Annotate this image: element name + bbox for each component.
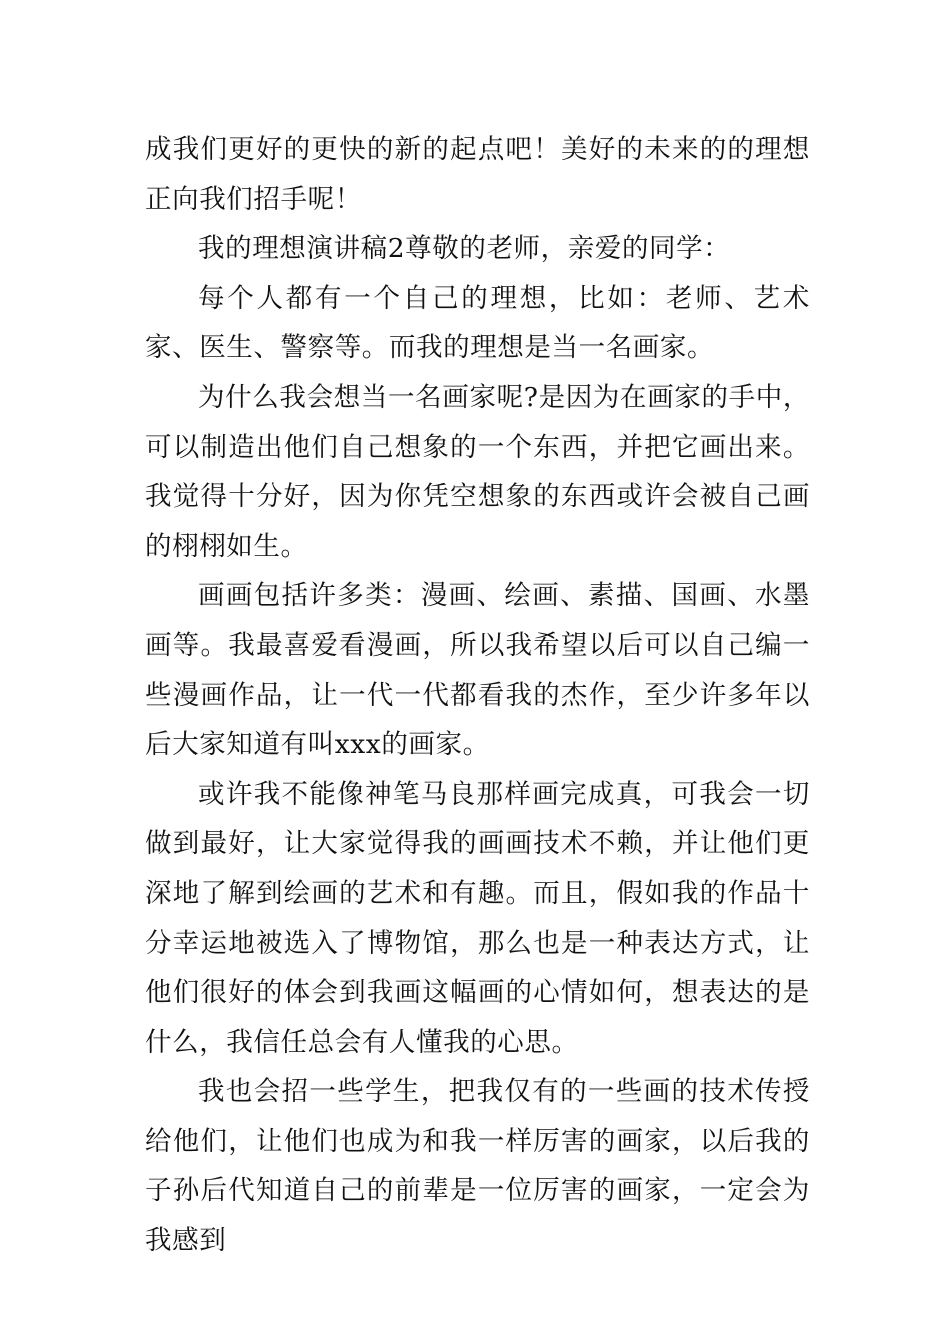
paragraph-painting-types: 画画包括许多类：漫画、绘画、素描、国画、水墨画等。我最喜爱看漫画，所以我希望以后可以自己编一些漫画作品，让一代一代都看我的杰作，至少许多年以后大家知道有叫xxx的画家。 [145,580,810,761]
paragraph-do-my-best: 或许我不能像神笔马良那样画完成真，可我会一切做到最好，让大家觉得我的画画技术不赖，并让他们更深地了解到绘画的艺术和有趣。而且，假如我的作品十分幸运地被选入了博物馆，那么也是一种表达方式，让他们很好的体会到我画这幅画的心情如何，想表达的是什么，我信任总会有人懂我的心思。 [145,778,810,1058]
paragraph-students: 我也会招一些学生，把我仅有的一些画的技术传授给他们，让他们也成为和我一样厉害的画家，以后我的子孙后代知道自己的前辈是一位厉害的画家，一定会为我感到 [145,1076,810,1257]
document-body [145,125,810,1266]
paragraph-speech-title: 我的理想演讲稿2尊敬的老师，亲爱的同学： [198,233,731,265]
paragraph-why-painter: 为什么我会想当一名画家呢?是因为在画家的手中，可以制造出他们自己想象的一个东西，并把它画出来。我觉得十分好，因为你凭空想象的东西或许会被自己画的栩栩如生。 [145,381,810,562]
paragraph-ideals: 每个人都有一个自己的理想，比如：老师、艺术家、医生、警察等。而我的理想是当一名画家。 [145,282,810,364]
paragraph-continuation: 成我们更好的更快的新的起点吧！美好的未来的的理想正向我们招手呢！ [145,134,810,215]
